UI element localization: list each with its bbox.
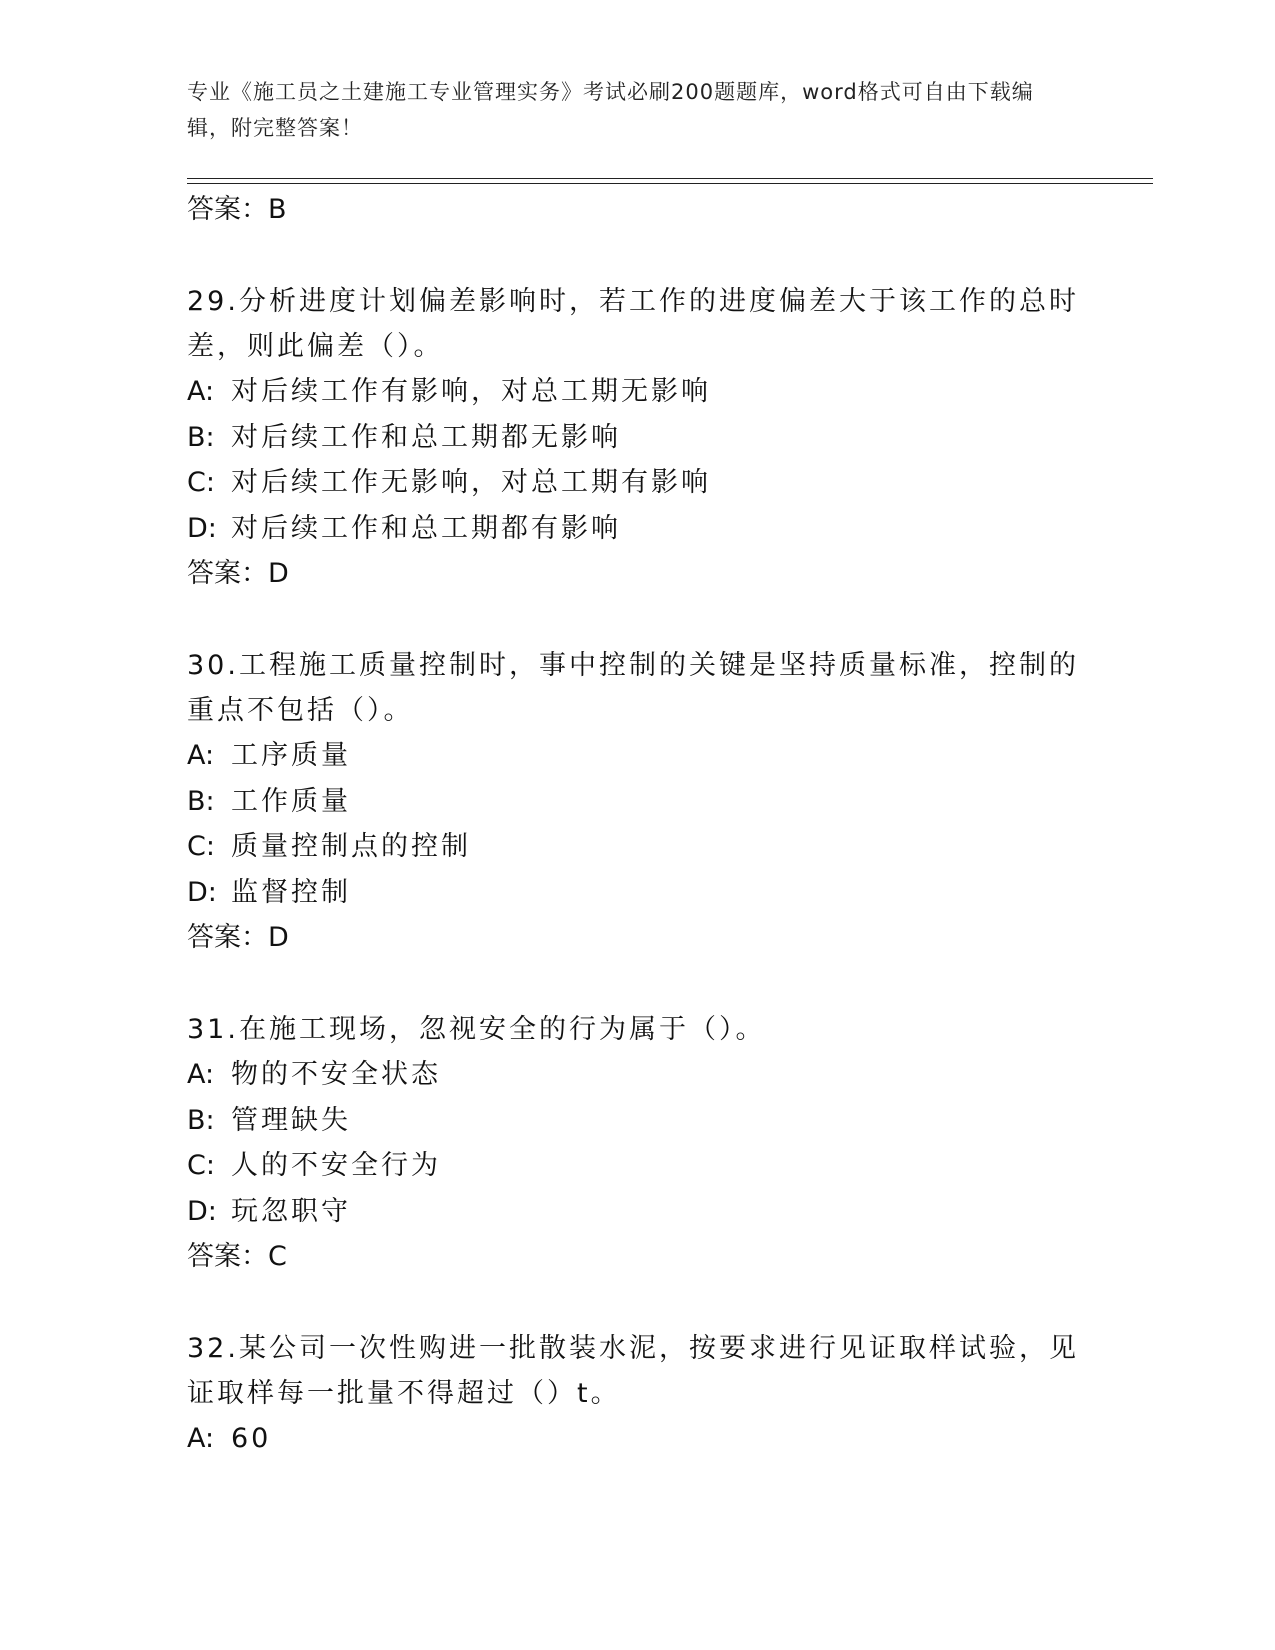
question-stem-31: 31.在施工现场，忽视安全的行为属于（）。 xyxy=(187,1014,766,1045)
option-text: 60 xyxy=(231,1423,272,1454)
question-stem-30: 30.工程施工质量控制时，事中控制的关键是坚持质量标准，控制的重点不包括（）。 xyxy=(187,650,1079,726)
answer-previous: 答案：B xyxy=(187,194,287,225)
header-rule-bottom xyxy=(187,183,1153,184)
question-stem-32: 32.某公司一次性购进一批散装水泥，按要求进行见证取样试验，见证取样每一批量不得超过（）t。 xyxy=(187,1333,1079,1409)
option-letter: A: xyxy=(187,1423,215,1454)
option-letter: C: xyxy=(187,831,215,862)
option-letter: A: xyxy=(187,740,215,771)
document-header: 专业《施工员之土建施工专业管理实务》考试必刷200题题库，word格式可自由下载编辑，附完整答案！ xyxy=(187,80,1034,140)
option-31-c xyxy=(187,1143,1107,1189)
option-text: 对后续工作和总工期都无影响 xyxy=(231,421,621,453)
option-31-b xyxy=(187,1098,1107,1144)
option-29-a xyxy=(187,369,1107,415)
option-text: 工序质量 xyxy=(231,740,351,771)
option-text: 监督控制 xyxy=(231,876,351,908)
option-30-a xyxy=(187,733,1107,779)
option-text: 对后续工作有影响，对总工期无影响 xyxy=(231,376,711,407)
option-text: 物的不安全状态 xyxy=(231,1059,441,1090)
header-rule-top xyxy=(187,178,1153,179)
option-31-a xyxy=(187,1052,1107,1098)
option-letter: B: xyxy=(187,421,215,453)
option-letter: B: xyxy=(187,1104,215,1136)
option-letter: D: xyxy=(187,512,217,544)
option-30-b xyxy=(187,779,1107,825)
answer-31: 答案：C xyxy=(187,1241,287,1272)
question-list xyxy=(187,187,1107,1462)
option-letter: A: xyxy=(187,1059,215,1090)
option-text: 人的不安全行为 xyxy=(231,1150,441,1181)
option-29-c xyxy=(187,460,1107,506)
option-29-d xyxy=(187,506,1107,552)
question-stem-29: 29.分析进度计划偏差影响时，若工作的进度偏差大于该工作的总时差，则此偏差（）。 xyxy=(187,286,1079,362)
answer-29: 答案：D xyxy=(187,558,289,589)
option-text: 玩忽职守 xyxy=(231,1195,351,1227)
option-30-c xyxy=(187,824,1107,870)
option-letter: C: xyxy=(187,1150,215,1181)
option-text: 对后续工作无影响，对总工期有影响 xyxy=(231,467,711,498)
answer-30: 答案：D xyxy=(187,922,289,953)
option-31-d xyxy=(187,1189,1107,1235)
option-text: 工作质量 xyxy=(231,785,351,817)
option-letter: B: xyxy=(187,785,215,817)
option-32-a xyxy=(187,1416,1107,1462)
option-letter: A: xyxy=(187,376,215,407)
option-text: 对后续工作和总工期都有影响 xyxy=(231,512,621,544)
option-text: 质量控制点的控制 xyxy=(231,831,471,862)
option-letter: D: xyxy=(187,876,217,908)
option-text: 管理缺失 xyxy=(231,1104,351,1136)
option-letter: D: xyxy=(187,1195,217,1227)
option-letter: C: xyxy=(187,467,215,498)
option-29-b xyxy=(187,415,1107,461)
option-30-d xyxy=(187,870,1107,916)
